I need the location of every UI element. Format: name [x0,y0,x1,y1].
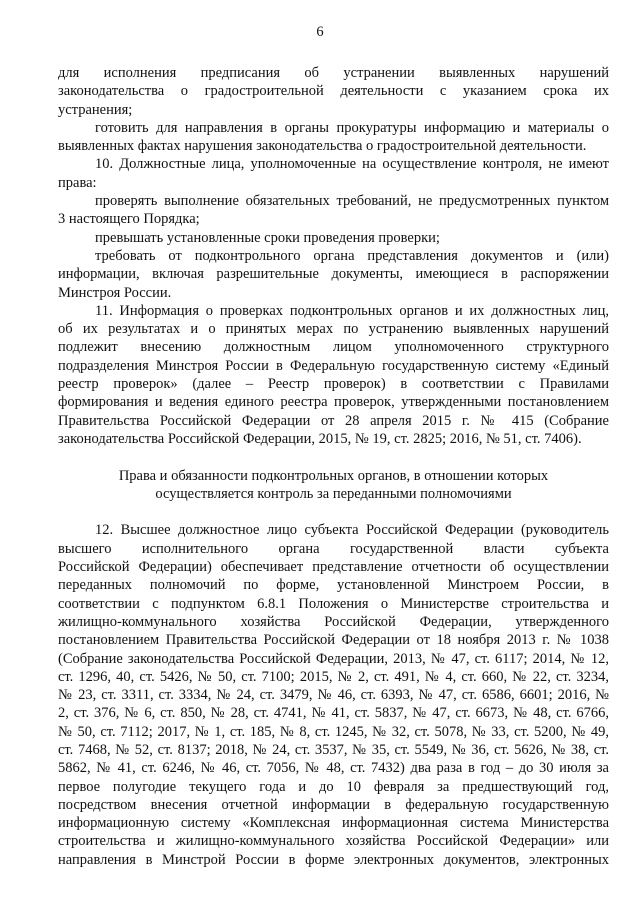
text-line: высшего исполнительного органа государственной власти субъекта [58,540,609,557]
paragraph [58,247,609,302]
text-line: ст. 1296, 40, ст. 5426, № 50, ст. 7100; 2015, № 2, ст. 491, № 4, ст. 660, № 22, ст. 3234, [58,668,609,685]
text-line: соответствии с подпунктом 6.8.1 Положения о Министерстве строительства и [58,595,609,612]
text-line: Российской Федерации) обеспечивает представление отчетности об осуществлении [58,559,609,576]
blank-line [58,448,609,466]
text-line: 3 настоящего Порядка; [58,211,200,228]
paragraph [58,192,609,229]
text-line: подлежит внесению должностным лицом уполномоченного структурного [58,339,609,356]
text-line: превышать установленные сроки проведения проверки; [95,229,440,246]
paragraph [58,155,609,192]
text-line: 10. Должностные лица, уполномоченные на осуществление контроля, не имеют [95,156,609,173]
text-line: законодательства о градостроительной деятельности с указанием срока их [58,83,609,100]
paragraph [58,119,609,156]
text-line: (Собрание законодательства Российской Федерации, 2013, № 47, ст. 6117; 2014, № 12, [58,650,609,667]
paragraph [58,229,609,247]
text-line: информационную систему «Комплексная информационная система Министерства [58,815,609,832]
text-line: жилищно-коммунального хозяйства Российской Федерации, утвержденного [58,613,609,630]
text-line: подразделения Минстроя России в Федеральную государственную систему «Единый [58,357,609,374]
text-line: информации, включая разрешительные документы, имеющиеся в распоряжении [58,266,609,283]
page-number: 6 [316,24,324,40]
text-line: устранения; [58,101,133,118]
text-line: переданных полномочий по форме, установленной Минстроем России, в [58,577,609,594]
text-line: формирования и ведения единого реестра проверок, утвержденными постановлением [58,394,609,411]
text-line: Права и обязанности подконтрольных органов, в отношении которых [118,467,549,484]
text-line: постановлением Правительства Российской Федерации от 18 ноября 2013 г. № 1038 [58,632,609,649]
text-line: законодательства Российской Федерации, 2015, № 19, ст. 2825; 2016, № 51, ст. 7406). [58,430,582,447]
text-line: об их результатах и о принятых мерах по устранению выявленных нарушений [58,321,609,338]
text-line: № 23, ст. 3311, ст. 3334, № 24, ст. 3479, № 46, ст. 6393, № 47, ст. 6586, 6601; 2016, № [58,687,609,704]
text-line: осуществляется контроль за переданными полномочиями [155,485,512,502]
text-line: готовить для направления в органы прокуратуры информацию и материалы о [95,119,609,136]
text-line: 5862, № 41, ст. 6246, № 46, ст. 7056, № 48, ст. 7432) два раза в год – до 30 июля за [58,760,609,777]
text-line: проверять выполнение обязательных требований, не предусмотренных пунктом [95,193,609,210]
paragraph [58,302,609,448]
paragraph [58,521,609,869]
text-line: направления в Минстрой России в форме электронных документов, электронных [58,851,609,868]
text-line: Правительства Российской Федерации от 28 апреля 2015 г. № 415 (Собрание [58,412,609,429]
text-line: посредством внесения отчетной информации в федеральную государственную [58,796,609,813]
text-line: первое полугодие текущего года и до 10 февраля за предшествующий год, [58,778,609,795]
section-heading [58,467,609,504]
text-line: Минстроя России. [58,284,172,301]
text-line: для исполнения предписания об устранении выявленных нарушений [58,65,609,81]
text-line: реестр проверок» (далее – Реестр проверок) в соответствии с Правилами [58,376,609,393]
text-line: права: [58,174,97,191]
document-body [58,64,609,869]
text-line: 2, ст. 376, № 6, ст. 850, № 28, ст. 4741, № 41, ст. 5837, № 47, ст. 6673, № 48, ст. 6766, [58,705,609,722]
text-line: требовать от подконтрольного органа представления документов и (или) [95,247,609,264]
text-line: 12. Высшее должностное лицо субъекта Российской Федерации (руководитель [95,522,609,539]
text-line: выявленных фактах нарушения законодательства о градостроительной деятельности. [58,138,587,155]
text-line: 11. Информация о проверках подконтрольных органов и их должностных лиц, [95,302,609,319]
text-line: ст. 7468, № 52, ст. 8137; 2018, № 24, ст. 3537, № 35, ст. 5549, № 36, ст. 5626, № 38, ст. [58,741,609,758]
blank-line [58,503,609,521]
text-line: строительства и жилищно-коммунального хозяйства Российской Федерации» или [58,833,609,850]
paragraph [58,64,609,119]
text-line: № 50, ст. 7112; 2017, № 1, ст. 185, № 8, ст. 1245, № 32, ст. 5078, № 33, ст. 5200, № 49, [58,723,609,740]
